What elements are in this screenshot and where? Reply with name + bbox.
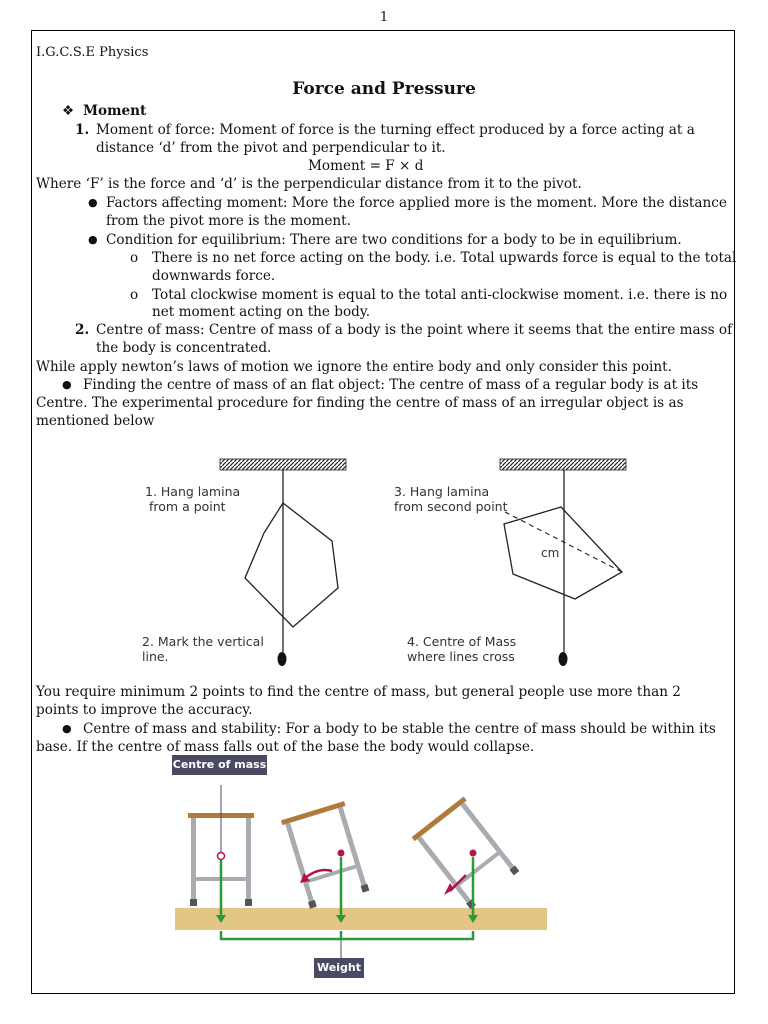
stool-tilted-stable (281, 801, 371, 909)
condition1-text: downwards force. (152, 268, 276, 284)
stability-figure (160, 755, 560, 985)
diamond-bullet-icon: ❖ (62, 103, 75, 119)
ceiling-support-left (220, 459, 346, 470)
plumb-bob-right (559, 652, 568, 666)
item1-number: 1. (75, 122, 90, 138)
condition1-text: There is no net force acting on the body. i.e. Total upwards force is equal to the total (152, 250, 737, 266)
where-line: Where ‘F’ is the force and ‘d’ is the perpendicular distance from it to the pivot. (36, 176, 582, 192)
equilibrium-text: Condition for equilibrium: There are two conditions for a body to be in equilibrium. (106, 232, 682, 248)
step1-label: 1. Hang lamina from a point (145, 484, 241, 514)
lamina-shape-left (245, 503, 338, 627)
item2-number: 2. (75, 322, 90, 338)
min-points-text: points to improve the accuracy. (36, 702, 253, 718)
stability-text: Centre of mass and stability: For a body to be stable the centre of mass should be within its (83, 721, 716, 737)
item1-text: distance ‘d’ from the pivot and perpendicular to it. (96, 140, 446, 156)
factors-text: Factors affecting moment: More the force applied more is the moment. More the distance (106, 195, 727, 211)
bullet-dot-icon: ● (88, 233, 98, 246)
step2-label: 2. Mark the vertical line. (142, 634, 264, 664)
moment-formula: Moment = F × d (308, 158, 424, 174)
plumb-bob-left (278, 652, 287, 666)
centre-of-mass-dot (470, 850, 477, 857)
centre-of-mass-dot (218, 853, 225, 860)
step3-label: 3. Hang lamina from second point (394, 484, 508, 514)
item2-text: the body is concentrated. (96, 340, 272, 356)
cm-label: cm (541, 546, 560, 560)
stool-toppling (412, 797, 521, 911)
item1-text: Moment of force: Moment of force is the turning effect produced by a force acting at a (96, 122, 695, 138)
centre-of-mass-tag: Centre of mass (172, 755, 267, 775)
bullet-dot-icon: ● (88, 196, 98, 209)
ceiling-support-right (500, 459, 626, 470)
newton-line: While apply newton’s laws of motion we ignore the entire body and only consider this point. (36, 359, 672, 375)
bullet-dot-icon: ● (62, 722, 72, 735)
circle-bullet-icon: o (130, 287, 139, 303)
centre-of-mass-dot (338, 850, 345, 857)
page-number: 1 (379, 10, 389, 25)
bullet-dot-icon: ● (62, 378, 72, 391)
stability-text: base. If the centre of mass falls out of the base the body would collapse. (36, 739, 535, 755)
condition2-text: Total clockwise moment is equal to the total anti-clockwise moment. i.e. there is no (152, 287, 728, 303)
condition2-text: net moment acting on the body. (152, 304, 371, 320)
circle-bullet-icon: o (130, 250, 139, 266)
min-points-text: You require minimum 2 points to find the centre of mass, but general people use more than 2 (36, 684, 681, 700)
weight-bracket (221, 931, 473, 939)
weight-tag: Weight (314, 958, 364, 978)
finding-text: Finding the centre of mass of an flat object: The centre of mass of a regular body is at its (83, 377, 699, 393)
step4-label: 4. Centre of Mass where lines cross (407, 634, 517, 664)
page-title: Force and Pressure (292, 79, 476, 99)
finding-text: Centre. The experimental procedure for finding the centre of mass of an irregular object is as (36, 395, 684, 411)
finding-text: mentioned below (36, 413, 155, 429)
ground-surface (175, 908, 547, 930)
item2-text: Centre of mass: Centre of mass of a body is the point where it seems that the entire mass of (96, 322, 733, 338)
subject-label: I.G.C.S.E Physics (36, 45, 149, 60)
section-heading: Moment (83, 103, 147, 119)
factors-text: from the pivot more is the moment. (106, 213, 351, 229)
